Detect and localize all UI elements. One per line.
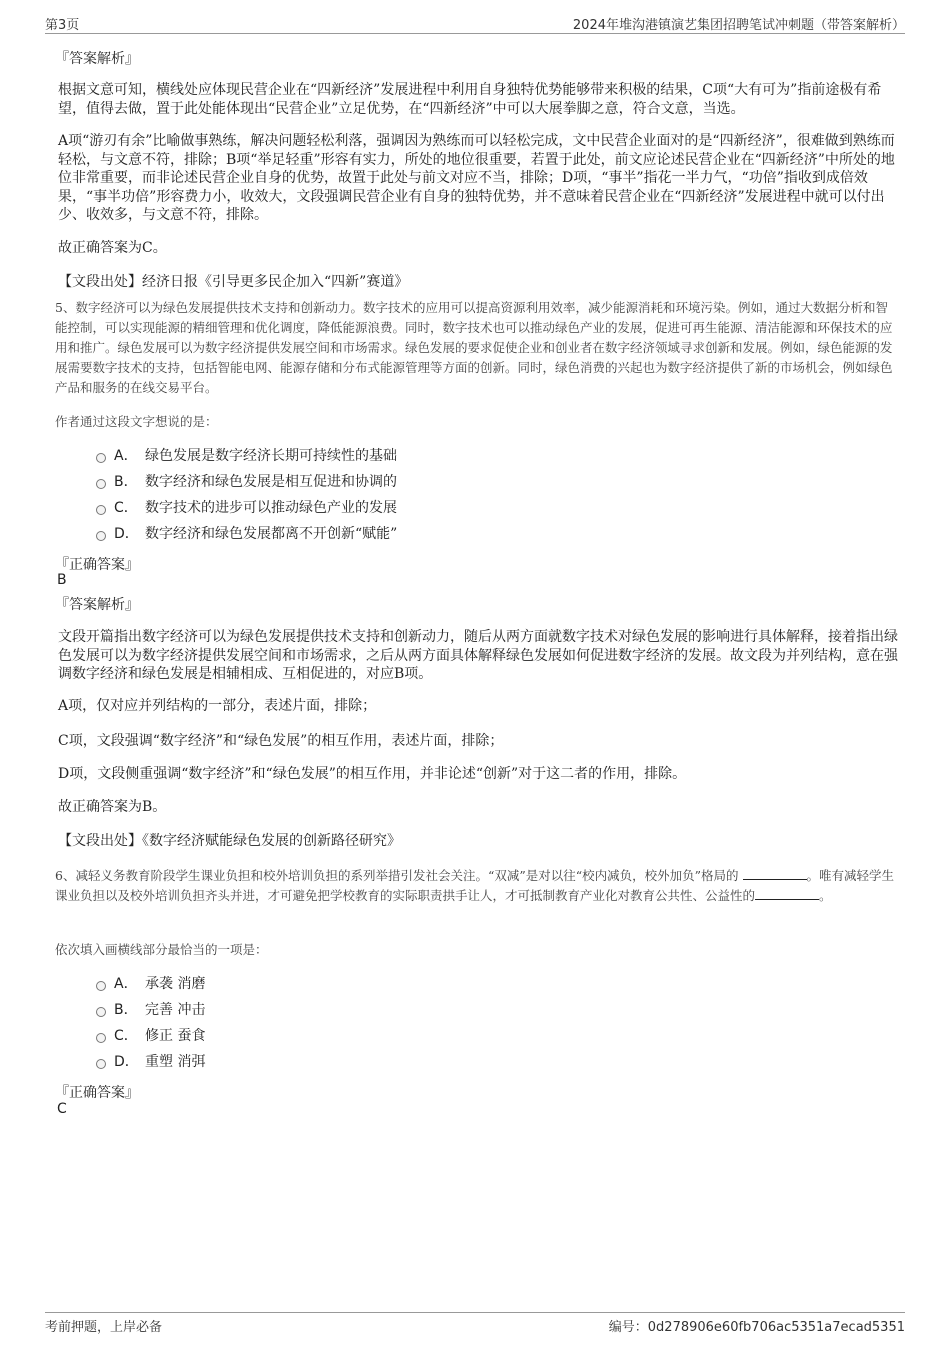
q5-analysis-label: 『答案解析』 [55,597,139,613]
q5-option-c[interactable] [96,495,696,521]
q4-analysis-p3: 故正确答案为C。 [58,240,167,256]
option-text: 数字技术的进步可以推动绿色产业的发展 [145,500,397,516]
q5-source: 【文段出处】《数字经济赋能绿色发展的创新路径研究》 [58,833,401,849]
option-text: 数字经济和绿色发展是相互促进和协调的 [145,474,397,490]
option-key: C． [114,500,138,516]
q5-analysis-p4: D项，文段侧重强调“数字经济”和“绿色发展”的相互作用，并非论述“创新”对于这二者的作用，排除。 [58,766,687,782]
page-footer [45,1312,905,1335]
radio-button-icon[interactable] [96,1033,106,1043]
radio-button-icon[interactable] [96,453,106,463]
q5-analysis-p1: 文段开篇指出数字经济可以为绿色发展提供技术支持和创新动力，随后从两方面就数字技术对绿色发展的影响进行具体解释，接着指出绿色发展可以为数字经济提供发展空间和市场需求，之后从两方面具体解释绿色发展如何促进数字经济的发展。故文段为并列结构，意在强调数字经济和绿色发展是相辅相成、互相促进的，对应B项。 [58,629,898,682]
q5-options [96,443,696,547]
footer-slogan: 考前押题，上岸必备 [45,1320,163,1335]
q5-question: 作者通过这段文字想说的是： [55,414,218,429]
option-text: 绿色发展是数字经济长期可持续性的基础 [145,448,397,464]
q6-option-c[interactable] [96,1023,696,1049]
option-key: A． [114,448,138,464]
q6-stem-part-1: 6、减轻义务教育阶段学生课业负担和校外培训负担的系列举措引发社会关注。“双减”是对以往“校内减负，校外加负”格局的 [55,868,739,883]
q5-answer-label: 『正确答案』 [55,557,139,573]
fill-blank-1 [743,868,807,880]
q6-option-a[interactable] [96,971,696,997]
radio-button-icon[interactable] [96,981,106,991]
q4-source: 【文段出处】经济日报《引导更多民企加入“四新”赛道》 [58,274,409,290]
document-id: 编号：0d278906e60fb706ac5351a7ecad5351 [608,1320,905,1335]
q6-option-b[interactable] [96,997,696,1023]
option-text: 重塑 消弭 [145,1054,206,1070]
q4-analysis-p1: 根据文意可知，横线处应体现民营企业在“四新经济”发展进程中利用自身独特优势能够带来积极的结果，C项“大有可为”指前途极有希望，值得去做，置于此处能体现出“民营企业”立足优势，在“四新经济”中可以大展拳脚之意，符合文意，当选。 [58,82,882,117]
q6-answer: C [57,1101,67,1117]
q5-analysis-p3: C项，文段强调“数字经济”和“绿色发展”的相互作用，表述片面，排除； [58,733,504,749]
q5-answer: B [57,572,67,588]
radio-button-icon[interactable] [96,505,106,515]
option-key: B． [114,474,138,490]
option-key: D． [114,1054,139,1070]
radio-button-icon[interactable] [96,1059,106,1069]
radio-button-icon[interactable] [96,531,106,541]
q4-analysis-label: 『答案解析』 [55,51,139,67]
page-number: 第3页 [45,18,80,33]
q6-question: 依次填入画横线部分最恰当的一项是： [55,942,268,957]
option-text: 完善 冲击 [145,1002,206,1018]
q5-analysis-p2: A项，仅对应并列结构的一部分，表述片面，排除； [58,698,377,714]
q5-option-d[interactable] [96,521,696,547]
option-text: 数字经济和绿色发展都离不开创新“赋能” [145,526,398,542]
fill-blank-2 [755,888,819,900]
page-header [45,14,905,34]
option-key: A． [114,976,138,992]
option-key: C． [114,1028,138,1044]
q5-analysis-p5: 故正确答案为B。 [58,799,167,815]
q6-stem-part-2: 。唯有减轻学生课业负担以及校外培训负担齐头并进，才可避免把学校教育的实际职责拱手让人，才可抵制教育产业化对教育公共性、公益性的 [55,868,895,903]
q6-stem [55,866,900,906]
radio-button-icon[interactable] [96,479,106,489]
q5-stem: 5、数字经济可以为绿色发展提供技术支持和创新动力。数字技术的应用可以提高资源利用效率，减少能源消耗和环境污染。例如，通过大数据分析和智能控制，可以实现能源的精细管理和优化调度，降低能源浪费。同时，数字技术也可以推动绿色产业的发展，促进可再生能源、清洁能源和环保技术的应用和推广。绿色发展可以为数字经济提供发展空间和市场需求。绿色发展的要求促使企业和创业者在数字经济领域寻求创新和发展。例如，绿色能源的发展需要数字技术的支持，包括智能电网、能源存储和分布式能源管理等方面的创新。同时，绿色消费的兴起也为数字经济提供了新的市场机会，例如绿色产品和服务的在线交易平台。 [55,300,893,395]
q6-answer-label: 『正确答案』 [55,1085,139,1101]
q6-option-d[interactable] [96,1049,696,1075]
q5-option-b[interactable] [96,469,696,495]
option-text: 修正 蚕食 [145,1028,206,1044]
document-title: 2024年堆沟港镇演艺集团招聘笔试冲刺题（带答案解析） [572,18,905,33]
q6-stem-part-3: 。 [819,888,832,903]
option-key: B． [114,1002,138,1018]
q5-option-a[interactable] [96,443,696,469]
radio-button-icon[interactable] [96,1007,106,1017]
q4-analysis-p2: A项“游刃有余”比喻做事熟练，解决问题轻松利落，强调因为熟练而可以轻松完成，文中民营企业面对的是“四新经济”，很难做到熟练而轻松，与文意不符，排除；B项“举足轻重”形容有实力，所处的地位很重要，若置于此处，前文应论述民营企业在“四新经济”中所处的地位非常重要，而非论述民营企业自身的优势，故置于此处与前文对应不当，排除；D项，“事半”指花一半力气，“功倍”指收到成倍效果，“事半功倍”形容费力小，收效大，文段强调民营企业有自身的独特优势，并不意味着民营企业在“四新经济”发展进程中就可以付出少、收效多，与文意不符，排除。 [58,133,895,223]
option-key: D． [114,526,139,542]
q6-options [96,971,696,1075]
option-text: 承袭 消磨 [145,976,206,992]
